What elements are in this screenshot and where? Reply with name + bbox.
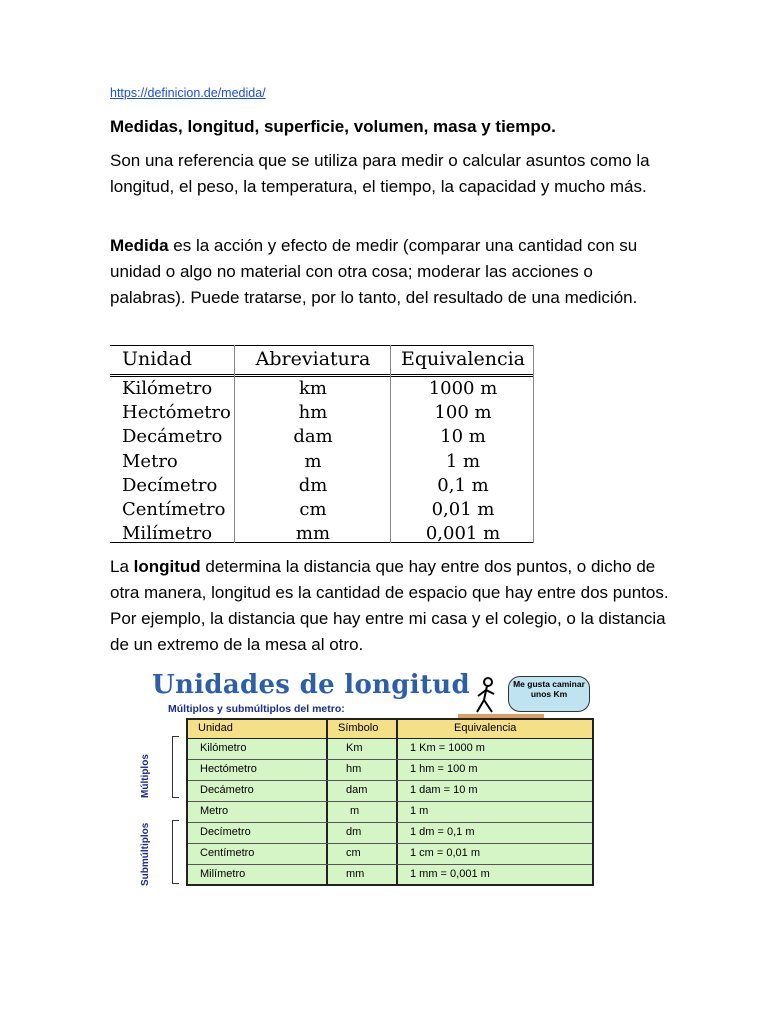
grid-cell-unidad: Hectómetro xyxy=(200,763,257,775)
grid-cell-simbolo: dam xyxy=(346,784,368,796)
table1-cell-abreviatura: hm xyxy=(298,402,328,424)
longitud-paragraph xyxy=(110,554,670,658)
grid-header-simbolo: Símbolo xyxy=(338,722,379,734)
grid-cell-simbolo: Km xyxy=(346,742,363,754)
table1-row xyxy=(110,402,534,426)
table1-row xyxy=(110,523,534,547)
table1-cell-equivalencia: 0,001 m xyxy=(425,523,501,545)
grid-cell-simbolo: hm xyxy=(346,763,362,775)
source-link[interactable]: https://definicion.de/medida/ xyxy=(110,86,266,100)
medida-bold: Medida xyxy=(110,236,169,255)
grid-header-unidad: Unidad xyxy=(198,722,233,734)
table1-cell-unidad: Decámetro xyxy=(122,426,223,448)
grid-header xyxy=(188,720,592,739)
walking-person-icon xyxy=(472,676,502,716)
longitud-bold: longitud xyxy=(133,557,201,576)
grid-row-divider xyxy=(188,780,592,781)
grid-header-equivalencia: Equivalencia xyxy=(454,722,517,734)
grid-cell-simbolo: cm xyxy=(346,847,361,859)
intro-paragraph: Son una referencia que se utiliza para medir o calcular asuntos como la longitud, el peso, la temperatura, el tiempo, la capacidad y mucho más. xyxy=(110,151,650,196)
grid-row-divider xyxy=(188,864,592,865)
table1-header-equivalencia: Equivalencia xyxy=(400,348,525,370)
table1-cell-unidad: Hectómetro xyxy=(122,402,231,424)
table1-cell-abreviatura: km xyxy=(299,378,327,399)
grid-cell-simbolo: mm xyxy=(346,868,365,880)
table1-row xyxy=(110,475,534,499)
speech-bubble: Me gusta caminar unos Km xyxy=(508,676,590,712)
units-table xyxy=(110,345,534,543)
image-subtitle: Múltiplos y submúltiplos del metro: xyxy=(168,703,345,715)
grid-cell-unidad: Centímetro xyxy=(200,847,255,859)
table1-row xyxy=(110,378,534,402)
table1-cell-unidad: Metro xyxy=(122,450,178,472)
grid-cell-simbolo: dm xyxy=(346,826,362,838)
medida-paragraph xyxy=(110,233,670,311)
table1-cell-equivalencia: 10 m xyxy=(440,426,486,448)
grid-row-divider xyxy=(188,822,592,823)
page-heading: Medidas, longitud, superficie, volumen, masa y tiempo. xyxy=(110,117,556,136)
table1-row xyxy=(110,499,534,523)
grid-cell-equivalencia: 1 mm = 0,001 m xyxy=(410,868,490,880)
table1-cell-equivalencia: 1 m xyxy=(445,450,481,472)
longitud-text: determina la distancia que hay entre dos puntos, o dicho de otra manera, longitud es la cantidad de espacio que hay entre dos puntos. Por ejemplo, la distancia que hay entre mi casa y el colegio, o la distancia de un extremo de la mesa al otro. xyxy=(110,557,669,654)
medida-text: es la acción y efecto de medir (comparar una cantidad con su unidad o algo no material con otra cosa; moderar las acciones o palabras). Puede tratarse, por lo tanto, del resultado de una medición. xyxy=(110,236,638,307)
grid-row-divider xyxy=(188,843,592,844)
grid-cell-unidad: Kilómetro xyxy=(200,742,247,754)
grid-cell-equivalencia: 1 cm = 0,01 m xyxy=(410,847,481,859)
image-title: Unidades de longitud xyxy=(152,670,470,700)
longitud-pre: La xyxy=(110,557,134,576)
table1-cell-unidad: Kilómetro xyxy=(122,378,213,399)
grid-cell-equivalencia: 1 Km = 1000 m xyxy=(410,742,485,754)
table1-cell-abreviatura: dm xyxy=(298,474,328,496)
grid-cell-unidad: Metro xyxy=(200,805,229,817)
grid-cell-equivalencia: 1 m xyxy=(410,805,429,817)
table1-header-abreviatura: Abreviatura xyxy=(255,348,371,370)
grid-row-divider xyxy=(188,759,592,760)
submultiplos-brace xyxy=(172,820,179,884)
grid-row-divider xyxy=(188,801,592,802)
grid-cell-equivalencia: 1 dm = 0,1 m xyxy=(410,826,475,838)
longitud-units-image xyxy=(136,670,598,888)
grid-cell-equivalencia: 1 hm = 100 m xyxy=(410,763,478,775)
grid-cell-equivalencia: 1 dam = 10 m xyxy=(410,784,478,796)
table1-header-unidad: Unidad xyxy=(122,348,192,370)
side-label-submultiplos: Submúltiplos xyxy=(140,822,151,886)
table1-cell-abreviatura: dam xyxy=(293,426,333,448)
grid-cell-unidad: Decámetro xyxy=(200,784,254,796)
table1-cell-equivalencia: 0,01 m xyxy=(431,499,495,520)
grid-cell-unidad: Milímetro xyxy=(200,868,246,880)
table1-cell-equivalencia: 0,1 m xyxy=(437,474,489,496)
grid-cell-simbolo: m xyxy=(350,805,360,817)
multiplos-brace xyxy=(172,736,179,798)
table1-cell-equivalencia: 1000 m xyxy=(428,378,498,399)
table1-row xyxy=(110,451,534,475)
table1-cell-abreviatura: mm xyxy=(295,523,331,545)
table1-row xyxy=(110,426,534,450)
table1-cell-unidad: Decímetro xyxy=(122,474,218,496)
table1-cell-abreviatura: cm xyxy=(299,499,327,520)
table1-cell-abreviatura: m xyxy=(304,450,322,472)
image-units-grid xyxy=(186,718,594,886)
table1-cell-unidad: Milímetro xyxy=(122,523,213,545)
table1-cell-equivalencia: 100 m xyxy=(434,402,492,424)
table1-cell-unidad: Centímetro xyxy=(122,499,226,520)
side-label-multiplos: Múltiplos xyxy=(140,754,151,798)
grid-cell-unidad: Decímetro xyxy=(200,826,251,838)
